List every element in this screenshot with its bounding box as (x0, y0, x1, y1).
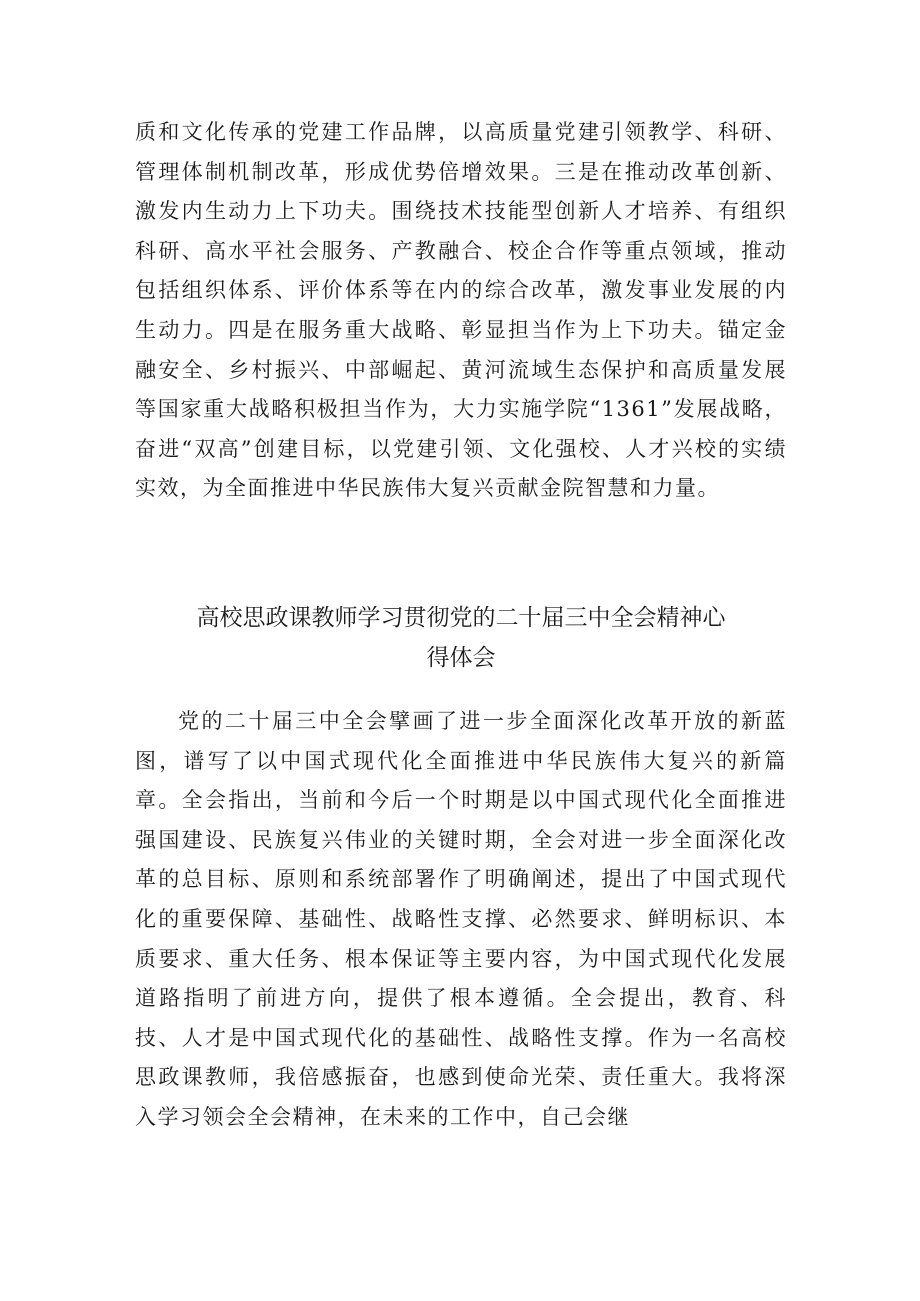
article-title (135, 598, 787, 678)
body-paragraph-opening: 党的二十届三中全会擘画了进一步全面深化改革开放的新蓝图，谱写了以中国式现代化全面推进中华民族伟大复兴的新篇章。全会指出，当前和今后一个时期是以中国式现代化全面推进强国建设、民族复兴伟业的关键时期，全会对进一步全面深化改革的总目标、原则和系统部署作了明确阐述，提出了中国式现代化的重要保障、基础性、战略性支撑、必然要求、鲜明标识、本质要求、重大任务、根本保证等主要内容，为中国式现代化发展道路指明了前进方向，提供了根本遵循。全会提出，教育、科技、人才是中国式现代化的基础性、战略性支撑。作为一名高校思政课教师，我倍感振奋，也感到使命光荣、责任重大。我将深入学习领会全会精神，在未来的工作中，自己会继 (135, 709, 787, 1129)
body-paragraph-continued: 质和文化传承的党建工作品牌，以高质量党建引领教学、科研、管理体制机制改革，形成优势倍增效果。三是在推动改革创新、激发内生动力上下功夫。围绕技术技能型创新人才培养、有组织科研、高水平社会服务、产教融合、校企合作等重点领域，推动包括组织体系、评价体系等在内的综合改革，激发事业发展的内生动力。四是在服务重大战略、彰显担当作为上下功夫。锚定金融安全、乡村振兴、中部崛起、黄河流域生态保护和高质量发展等国家重大战略积极担当作为，大力实施学院“1361”发展战略，奋进“双高”创建目标，以党建引领、文化强校、人才兴校的实绩实效，为全面推进中华民族伟大复兴贡献金院智慧和力量。 (135, 120, 787, 501)
article-title-line-2: 得体会 (426, 645, 496, 671)
article-title-line-1: 高校思政课教师学习贯彻党的二十届三中全会精神心 (196, 605, 726, 631)
